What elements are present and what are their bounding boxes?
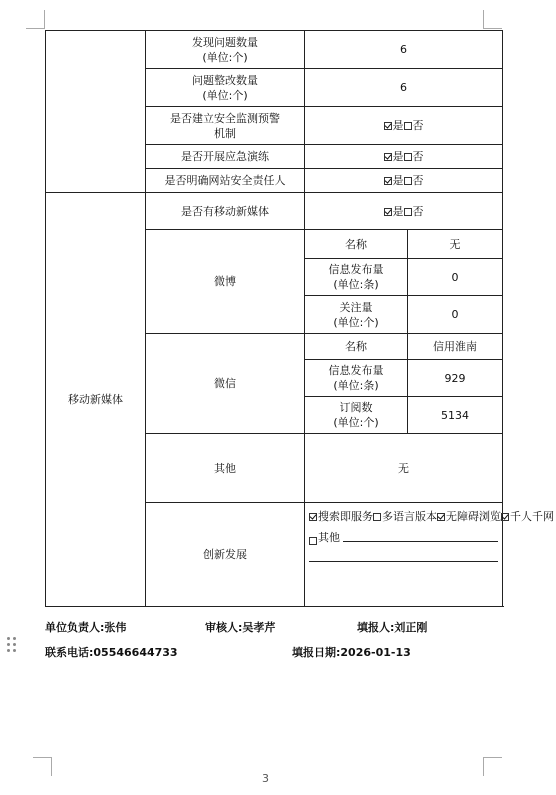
option-accessible-browsing: 无障碍浏览	[446, 510, 501, 523]
crop-mark-top-right	[483, 10, 502, 29]
unit-head: 单位负责人:张伟	[45, 621, 127, 634]
weibo-name-label: 名称	[305, 230, 408, 259]
option-multilanguage: 多语言版本	[382, 510, 437, 523]
checkbox-checked-icon[interactable]	[384, 153, 392, 161]
wechat-subs-label: 订阅数 (单位:个)	[305, 397, 408, 434]
option-search-service: 搜索即服务	[318, 510, 373, 523]
has-mobile-choice: 是 否	[305, 193, 503, 230]
weibo-followers-label: 关注量 (单位:个)	[305, 296, 408, 334]
other-fill-line-2[interactable]	[309, 545, 498, 562]
option-other: 其他	[318, 531, 340, 544]
found-issues-value: 6	[305, 31, 503, 69]
checkbox-checked-icon[interactable]	[384, 122, 392, 130]
reviewer: 审核人:吴孝芹	[205, 621, 276, 634]
checkbox-checked-icon[interactable]	[437, 513, 445, 521]
crop-mark-top-left	[26, 10, 45, 29]
monitoring-label: 是否建立安全监测预警 机制	[146, 107, 305, 145]
innovation-section-label: 创新发展	[146, 503, 305, 607]
page-number: 3	[262, 772, 269, 785]
checkbox-unchecked-icon[interactable]	[373, 513, 381, 521]
mobile-section-label: 移动新媒体	[46, 193, 146, 607]
fixed-issues-label: 问题整改数量 (单位:个)	[146, 69, 305, 107]
found-issues-label: 发现问题数量 (单位:个)	[146, 31, 305, 69]
other-label: 其他	[146, 434, 305, 503]
table-row	[46, 193, 503, 230]
checkbox-checked-icon[interactable]	[501, 513, 509, 521]
report-table	[45, 30, 554, 607]
checkbox-unchecked-icon[interactable]	[404, 208, 412, 216]
fixed-issues-value: 6	[305, 69, 503, 107]
monitoring-choice: 是 否	[305, 107, 503, 145]
filler: 填报人:刘正刚	[357, 621, 428, 634]
weibo-followers-value: 0	[408, 296, 503, 334]
weibo-label: 微博	[146, 230, 305, 334]
checkbox-unchecked-icon[interactable]	[404, 153, 412, 161]
innovation-options	[305, 503, 554, 607]
wechat-name-label: 名称	[305, 334, 408, 360]
drill-label: 是否开展应急演练	[146, 145, 305, 169]
contact-phone: 联系电话:05546644733	[45, 646, 178, 659]
checkbox-checked-icon[interactable]	[309, 513, 317, 521]
other-value: 无	[305, 434, 503, 503]
checkbox-unchecked-icon[interactable]	[404, 122, 412, 130]
has-mobile-label: 是否有移动新媒体	[146, 193, 305, 230]
crop-mark-bottom-right	[483, 757, 502, 776]
option-personalized: 千人千网	[510, 510, 554, 523]
wechat-posts-label: 信息发布量 (单位:条)	[305, 360, 408, 397]
checkbox-unchecked-icon[interactable]	[309, 537, 317, 545]
wechat-name-value: 信用淮南	[408, 334, 503, 360]
wechat-subs-value: 5134	[408, 397, 503, 434]
weibo-posts-label: 信息发布量 (单位:条)	[305, 259, 408, 296]
wechat-posts-value: 929	[408, 360, 503, 397]
checkbox-unchecked-icon[interactable]	[404, 177, 412, 185]
responsible-choice: 是 否	[305, 169, 503, 193]
responsible-label: 是否明确网站安全责任人	[146, 169, 305, 193]
drill-choice: 是 否	[305, 145, 503, 169]
weibo-posts-value: 0	[408, 259, 503, 296]
checkbox-checked-icon[interactable]	[384, 208, 392, 216]
empty-section-cell	[46, 31, 146, 193]
crop-mark-bottom-left	[33, 757, 52, 776]
other-fill-line[interactable]	[343, 541, 498, 542]
checkbox-checked-icon[interactable]	[384, 177, 392, 185]
fill-date: 填报日期:2026-01-13	[292, 646, 411, 659]
drag-handle-icon[interactable]	[7, 637, 19, 657]
weibo-name-value: 无	[408, 230, 503, 259]
wechat-label: 微信	[146, 334, 305, 434]
table-row	[46, 31, 503, 69]
